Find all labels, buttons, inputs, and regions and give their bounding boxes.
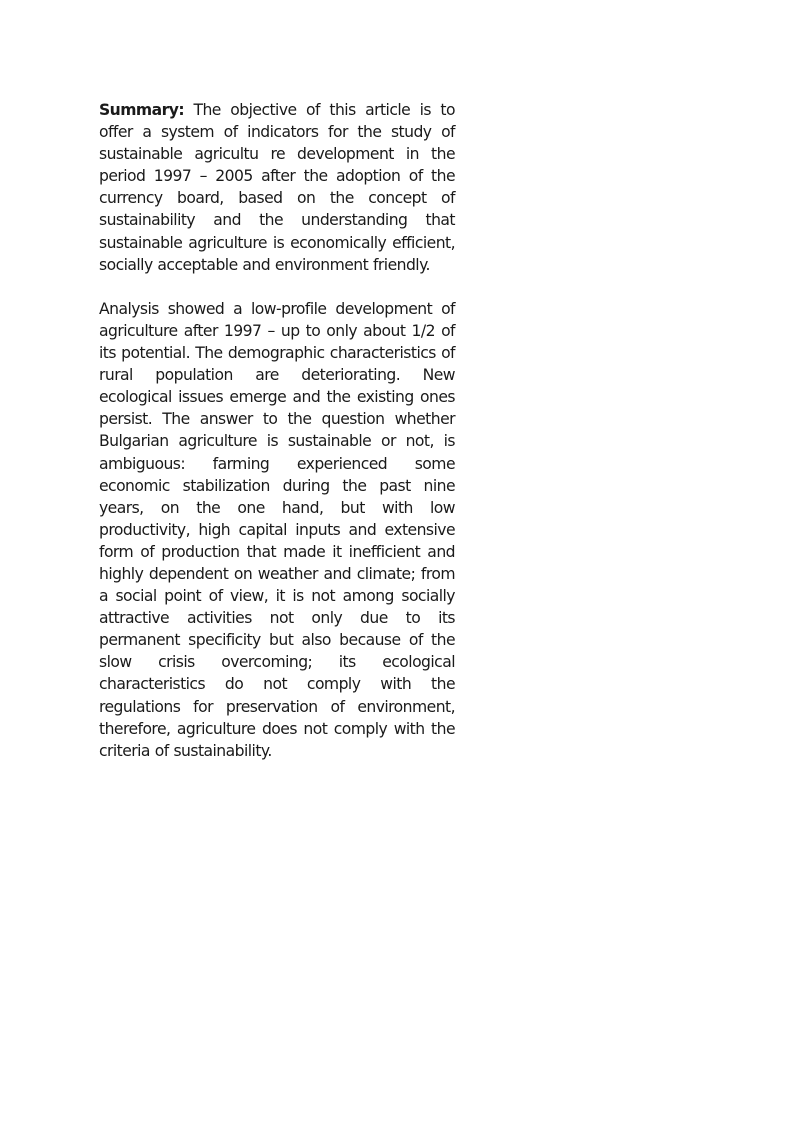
- abstract-column: [99, 99, 455, 762]
- summary-paragraph: [99, 99, 455, 276]
- summary-label: Summary:: [99, 101, 185, 119]
- summary-text: The objective of this article is to offer a system of indicators for the study of sustainable agricultu re development in the period 1997 – 2005 after the adoption of the currency board, based on the concept of sustainability and the understanding that sustainable agriculture is economically efficient, socially acceptable and environment friendly.: [99, 101, 455, 274]
- analysis-paragraph: Analysis showed a low-profile development of agriculture after 1997 – up to only about 1/2 of its potential. The demographic characteristics of rural population are deteriorating. New ecological issues emerge and the existing ones persist. The answer to the question whether Bulgarian agriculture is sustainable or not, is ambiguous: farming experienced some economic stabilization during the past nine years, on the one hand, but with low productivity, high capital inputs and extensive form of production that made it inefficient and highly dependent on weather and climate; from a social point of view, it is not among socially attractive activities not only due to its permanent specificity but also because of the slow crisis overcoming; its ecological characteristics do not comply with the regulations for preservation of environment, therefore, agriculture does not comply with the criteria of sustainability.: [99, 299, 455, 760]
